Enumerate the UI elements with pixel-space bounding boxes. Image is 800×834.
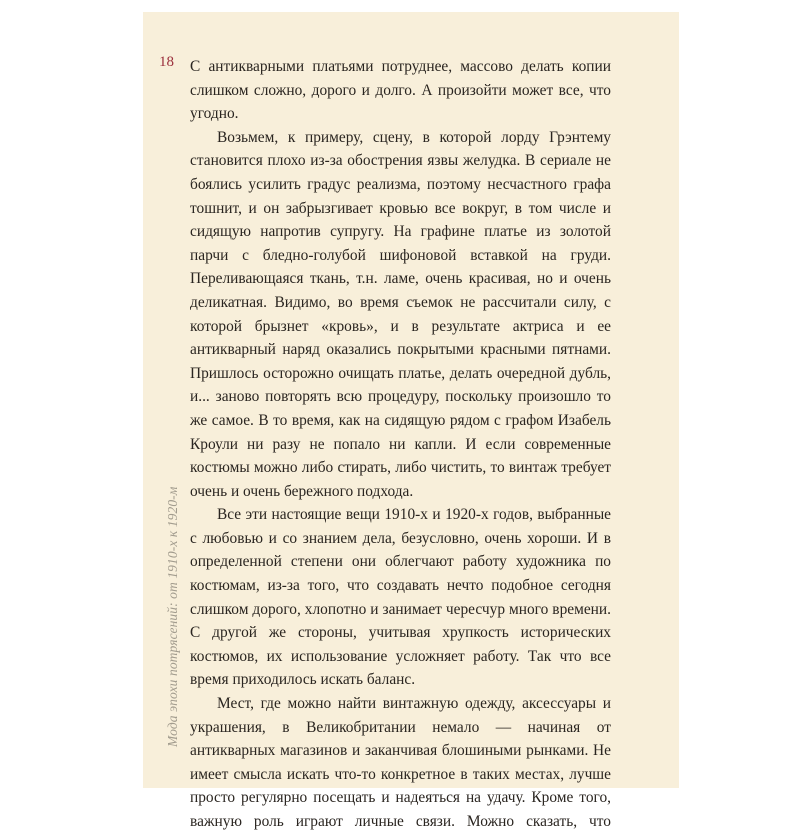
paragraph: Мест, где можно найти винтажную одежду, аксессуары и украшения, в Великобритании немало — начиная от антикварных магазинов и заканчивая блошиными рынками. Не имеет смысла искать что-то конкретное в таких местах, лучше просто регулярно посещать и надеяться на удачу. Кроме того, важную роль играют личные связи. Можно сказать, что [190, 695, 611, 830]
page-number: 18 [159, 54, 174, 70]
body-text [190, 55, 611, 834]
paragraph: Возьмем, к примеру, сцену, в которой лорду Грэнтему становится плохо из-за обострения язвы желудка. В сериале не боялись усилить градус реализма, поэтому несчастного графа тошнит, и он забрызгивает кровью все вокруг, в том числе и сидящую напротив супругу. На графине платье из золотой парчи с бледно-голубой шифоновой вставкой на груди. Переливающаяся ткань, т.н. ламе, очень красивая, но и очень деликатная. Видимо, во время съемок не рассчитали силу, с которой брызнет «кровь», и в результате актриса и ее антикварный наряд оказались покрытыми красными пятнами. Пришлось осторожно очищать платье, делать очередной дубль, и... заново повторять всю процедуру, поскольку произошло то же самое. В то время, как на сидящую рядом с графом Изабель Кроули ни разу не попало ни капли. И если современные костюмы можно либо стирать, либо чистить, то винтаж требует очень и очень бережного подхода. [190, 128, 611, 500]
book-page [143, 12, 679, 830]
paragraph: Все эти настоящие вещи 1910-х и 1920-х годов, выбранные с любовью и со знанием дела, безусловно, очень хороши. И в определенной степени они облегчают работу художника по костюмам, из-за того, что создавать нечто подобное сегодня слишком дорого, хлопотно и занимает чересчур много времени. С другой же стороны, учитывая хрупкость исторических костюмов, их использование усложняет работу. Так что все время приходилось искать баланс. [190, 506, 611, 689]
paragraph: С антикварными платьями потруднее, массово делать копии слишком сложно, дорого и долго. А произойти может все, что угодно. [190, 58, 611, 123]
running-head: Мода эпохи потрясений: от 1910-х к 1920-м [165, 486, 180, 747]
